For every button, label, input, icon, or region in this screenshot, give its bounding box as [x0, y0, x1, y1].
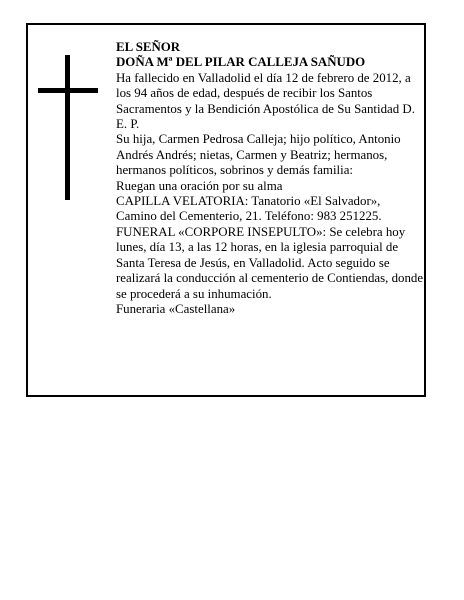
family-list: Su hija, Carmen Pedrosa Calleja; hijo político, Antonio Andrés Andrés; nietas, Carmen y Beatriz; hermanos, hermanos políticos, sobrinos y demás familia:: [116, 132, 401, 178]
prayer-request: Ruegan una oración por su alma: [116, 178, 283, 193]
funeral-info: FUNERAL «CORPORE INSEPULTO»: Se celebra hoy lunes, día 13, a las 12 horas, en la iglesia parroquial de Santa Teresa de Jesús, en Valladolid. Acto seguido se realizará la conducción al cementerio de Contiendas, donde se procederá a su inhumación.: [116, 224, 424, 301]
obituary-notice: [26, 23, 426, 397]
notice-title: EL SEÑOR: [116, 40, 181, 54]
wake-chapel-info: CAPILLA VELATORIA: Tanatorio «El Salvador», Camino del Cementerio, 21. Teléfono: 983 251225.: [116, 194, 382, 224]
death-announcement: Ha fallecido en Valladolid el día 12 de febrero de 2012, a los 94 años de edad, después de recibir los Santos Sacramentos y la Bendición Apostólica de Su Santidad D. E. P.: [116, 70, 415, 132]
funeral-home: Funeraria «Castellana»: [116, 301, 236, 316]
deceased-name: DOÑA Mª DEL PILAR CALLEJA SAÑUDO: [116, 55, 366, 70]
cross-icon: [38, 55, 98, 200]
notice-text: [116, 40, 424, 317]
